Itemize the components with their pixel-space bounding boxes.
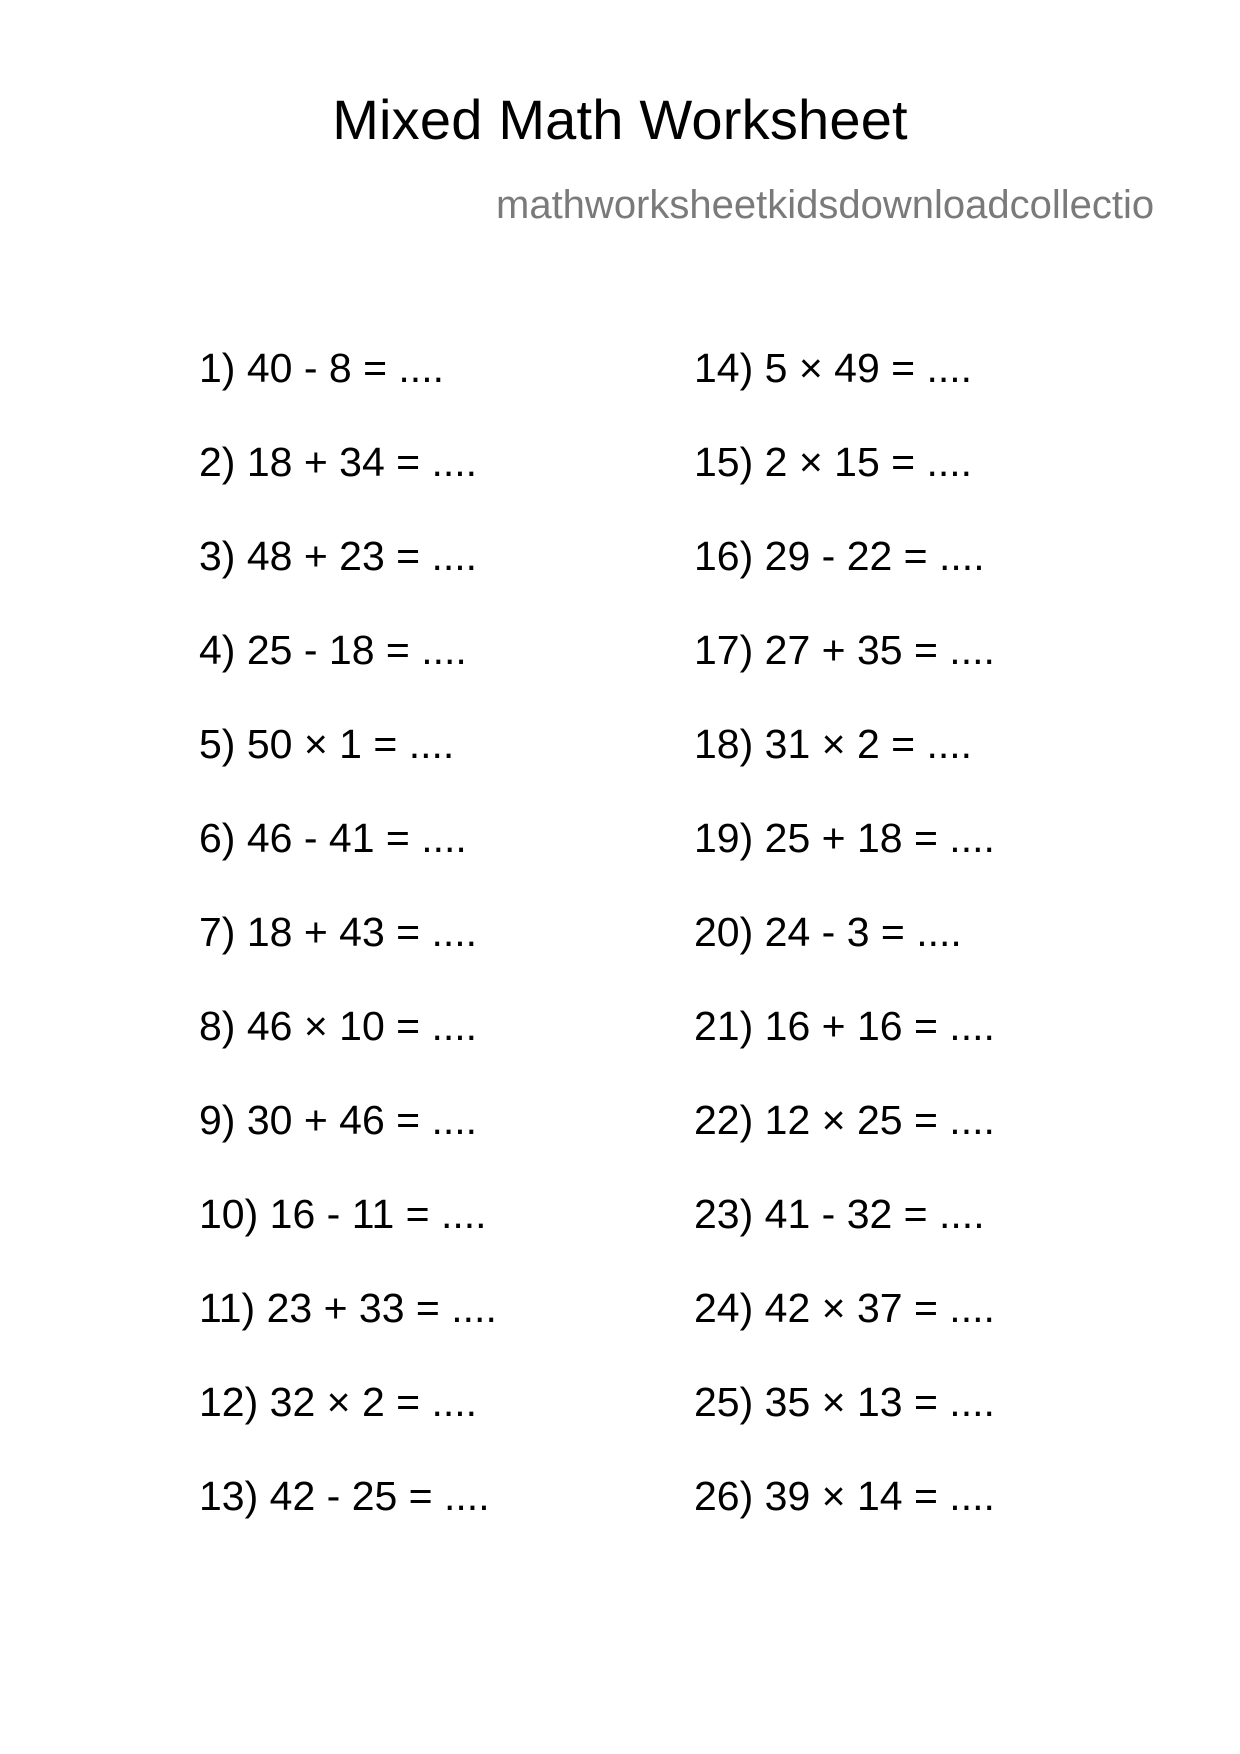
problem-19: 19) 25 + 18 = .... xyxy=(694,815,995,861)
problem-24: 24) 42 × 37 = .... xyxy=(694,1285,995,1331)
problem-column-left xyxy=(199,345,497,1570)
problem-6: 6) 46 - 41 = .... xyxy=(199,815,467,861)
problem-8: 8) 46 × 10 = .... xyxy=(199,1003,478,1049)
problem-26: 26) 39 × 14 = .... xyxy=(694,1473,995,1519)
page-title: Mixed Math Worksheet xyxy=(332,88,908,151)
problem-17: 17) 27 + 35 = .... xyxy=(694,627,995,673)
problem-16: 16) 29 - 22 = .... xyxy=(694,533,985,579)
problem-12: 12) 32 × 2 = .... xyxy=(199,1379,478,1425)
problem-5: 5) 50 × 1 = .... xyxy=(199,721,455,767)
problem-21: 21) 16 + 16 = .... xyxy=(694,1003,995,1049)
problem-column-right xyxy=(694,345,995,1570)
problem-1: 1) 40 - 8 = .... xyxy=(199,345,444,391)
problem-18: 18) 31 × 2 = .... xyxy=(694,721,973,767)
problem-23: 23) 41 - 32 = .... xyxy=(694,1191,985,1237)
problem-11: 11) 23 + 33 = .... xyxy=(199,1285,497,1331)
problem-10: 10) 16 - 11 = .... xyxy=(199,1191,487,1237)
problem-9: 9) 30 + 46 = .... xyxy=(199,1097,478,1143)
problem-3: 3) 48 + 23 = .... xyxy=(199,533,478,579)
problem-2: 2) 18 + 34 = .... xyxy=(199,439,478,485)
problem-7: 7) 18 + 43 = .... xyxy=(199,909,478,955)
problem-4: 4) 25 - 18 = .... xyxy=(199,627,467,673)
problem-20: 20) 24 - 3 = .... xyxy=(694,909,962,955)
problem-14: 14) 5 × 49 = .... xyxy=(694,345,973,391)
problem-13: 13) 42 - 25 = .... xyxy=(199,1473,490,1519)
source-watermark: mathworksheetkidsdownloadcollectio xyxy=(496,185,1155,225)
problem-22: 22) 12 × 25 = .... xyxy=(694,1097,995,1143)
problem-25: 25) 35 × 13 = .... xyxy=(694,1379,995,1425)
problem-15: 15) 2 × 15 = .... xyxy=(694,439,973,485)
